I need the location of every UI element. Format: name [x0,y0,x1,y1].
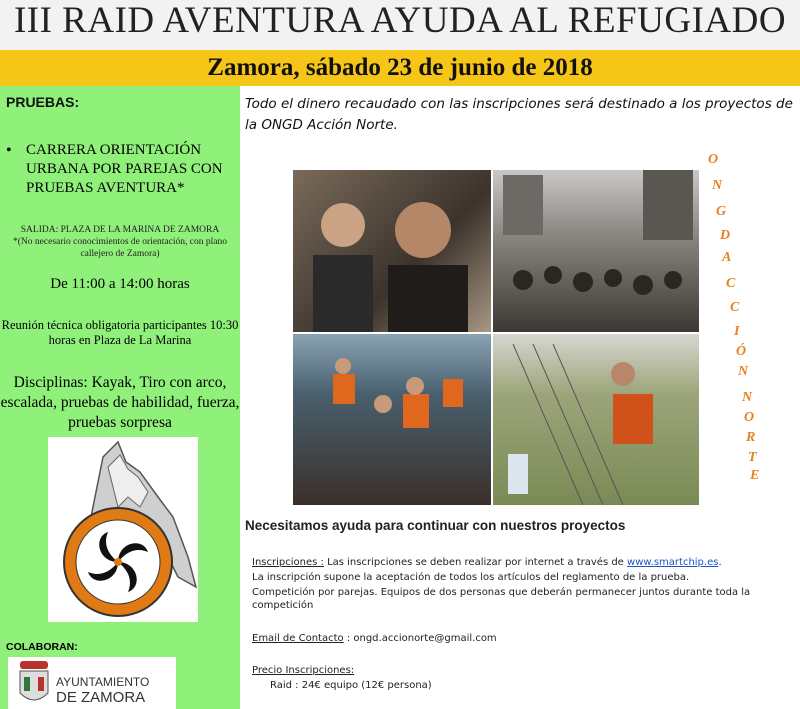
date-banner [0,50,800,86]
left-sidebar [0,86,240,709]
photo-border-fence [493,334,699,505]
vletter: N [742,390,753,405]
vletter: C [730,300,740,315]
crest-icon [12,657,56,709]
inscripciones-text: Las inscripciones se deben realizar por internet a través de [327,557,624,568]
parejas-line: Competición por parejas. Equipos de dos personas que deberán permanecer juntos durante toda la competición [252,587,751,611]
poster-title-bar [0,0,800,51]
salida-info [2,224,238,260]
photo-boat-arrival [293,334,491,505]
email-value: : ongd.accionorte@gmail.com [346,633,497,644]
wolf-logo-icon [48,437,198,622]
photo-placeholder-icon [493,170,699,332]
ongd-vertical-text [708,152,760,483]
date-text: Zamora, sábado 23 de junio de 2018 [207,54,593,81]
inscripciones-line: Inscripciones : Las inscripciones se deben realizar por internet a través de www.smartchip.es. [252,557,722,568]
vletter: O [708,152,719,167]
smartchip-link[interactable]: www.smartchip.es [627,557,719,568]
photo-placeholder-icon [293,170,491,332]
precio-label: Precio Inscripciones: [252,665,355,676]
photo-father-child [293,170,491,332]
reglamento-line: La inscripción supone la aceptación de todos los artículos del reglamento de la prueba. [252,572,690,583]
vletter: E [750,468,760,483]
photo-placeholder-icon [493,334,699,505]
bullet-icon: • [6,142,12,159]
photo-placeholder-icon [293,334,491,505]
ayuntamiento-logo [8,657,176,709]
email-label: Email de Contacto [252,633,344,644]
hours-text: De 11:00 a 14:00 horas [50,276,190,292]
refugee-photo-collage [293,170,699,505]
prueba-text: CARRERA ORIENTACIÓN URBANA POR PAREJAS CON PRUEBAS AVENTURA* [26,142,223,196]
vletter: A [722,250,732,265]
vletter: Ó [736,344,747,359]
vletter: N [712,178,723,193]
pruebas-heading: PRUEBAS: [6,94,80,110]
inscripciones-label: Inscripciones : [252,557,324,568]
photo-crowd-ruins [493,170,699,332]
reunion-text: Reunión técnica obligatoria participantes 10:30 horas en Plaza de La Marina [1,318,239,347]
disciplinas-text: Disciplinas: Kayak, Tiro con arco, escalada, pruebas de habilidad, fuerza, pruebas sorpresa [0,374,240,431]
vletter: R [746,430,756,445]
email-line [252,632,497,645]
salida-note: *(No necesario conocimientos de orientación, con plano callejero de Zamora) [13,237,227,259]
poster-title: III RAID AVENTURA AYUDA AL REFUGIADO [13,0,787,41]
intro-paragraph: Todo el dinero recaudado con las inscripciones será destinado a los proyectos de la ONGD Acción Norte. [245,96,793,133]
vletter: G [716,204,727,219]
vletter: T [748,450,757,465]
vletter: O [744,410,755,425]
vletter: I [734,324,740,339]
ayto-line2: DE ZAMORA [56,689,146,706]
ayto-line1: AYUNTAMIENTO [56,675,150,689]
colaboran-heading: COLABORAN: [6,641,78,653]
vletter: D [720,228,731,243]
ongd-logo [48,437,198,622]
salida-text: SALIDA: PLAZA DE LA MARINA DE ZAMORA [20,225,220,235]
vletter: C [726,276,736,291]
precio-value: Raid : 24€ equipo (12€ persona) [270,680,432,691]
help-heading: Necesitamos ayuda para continuar con nuestros proyectos [245,518,626,533]
vletter: N [738,364,749,379]
